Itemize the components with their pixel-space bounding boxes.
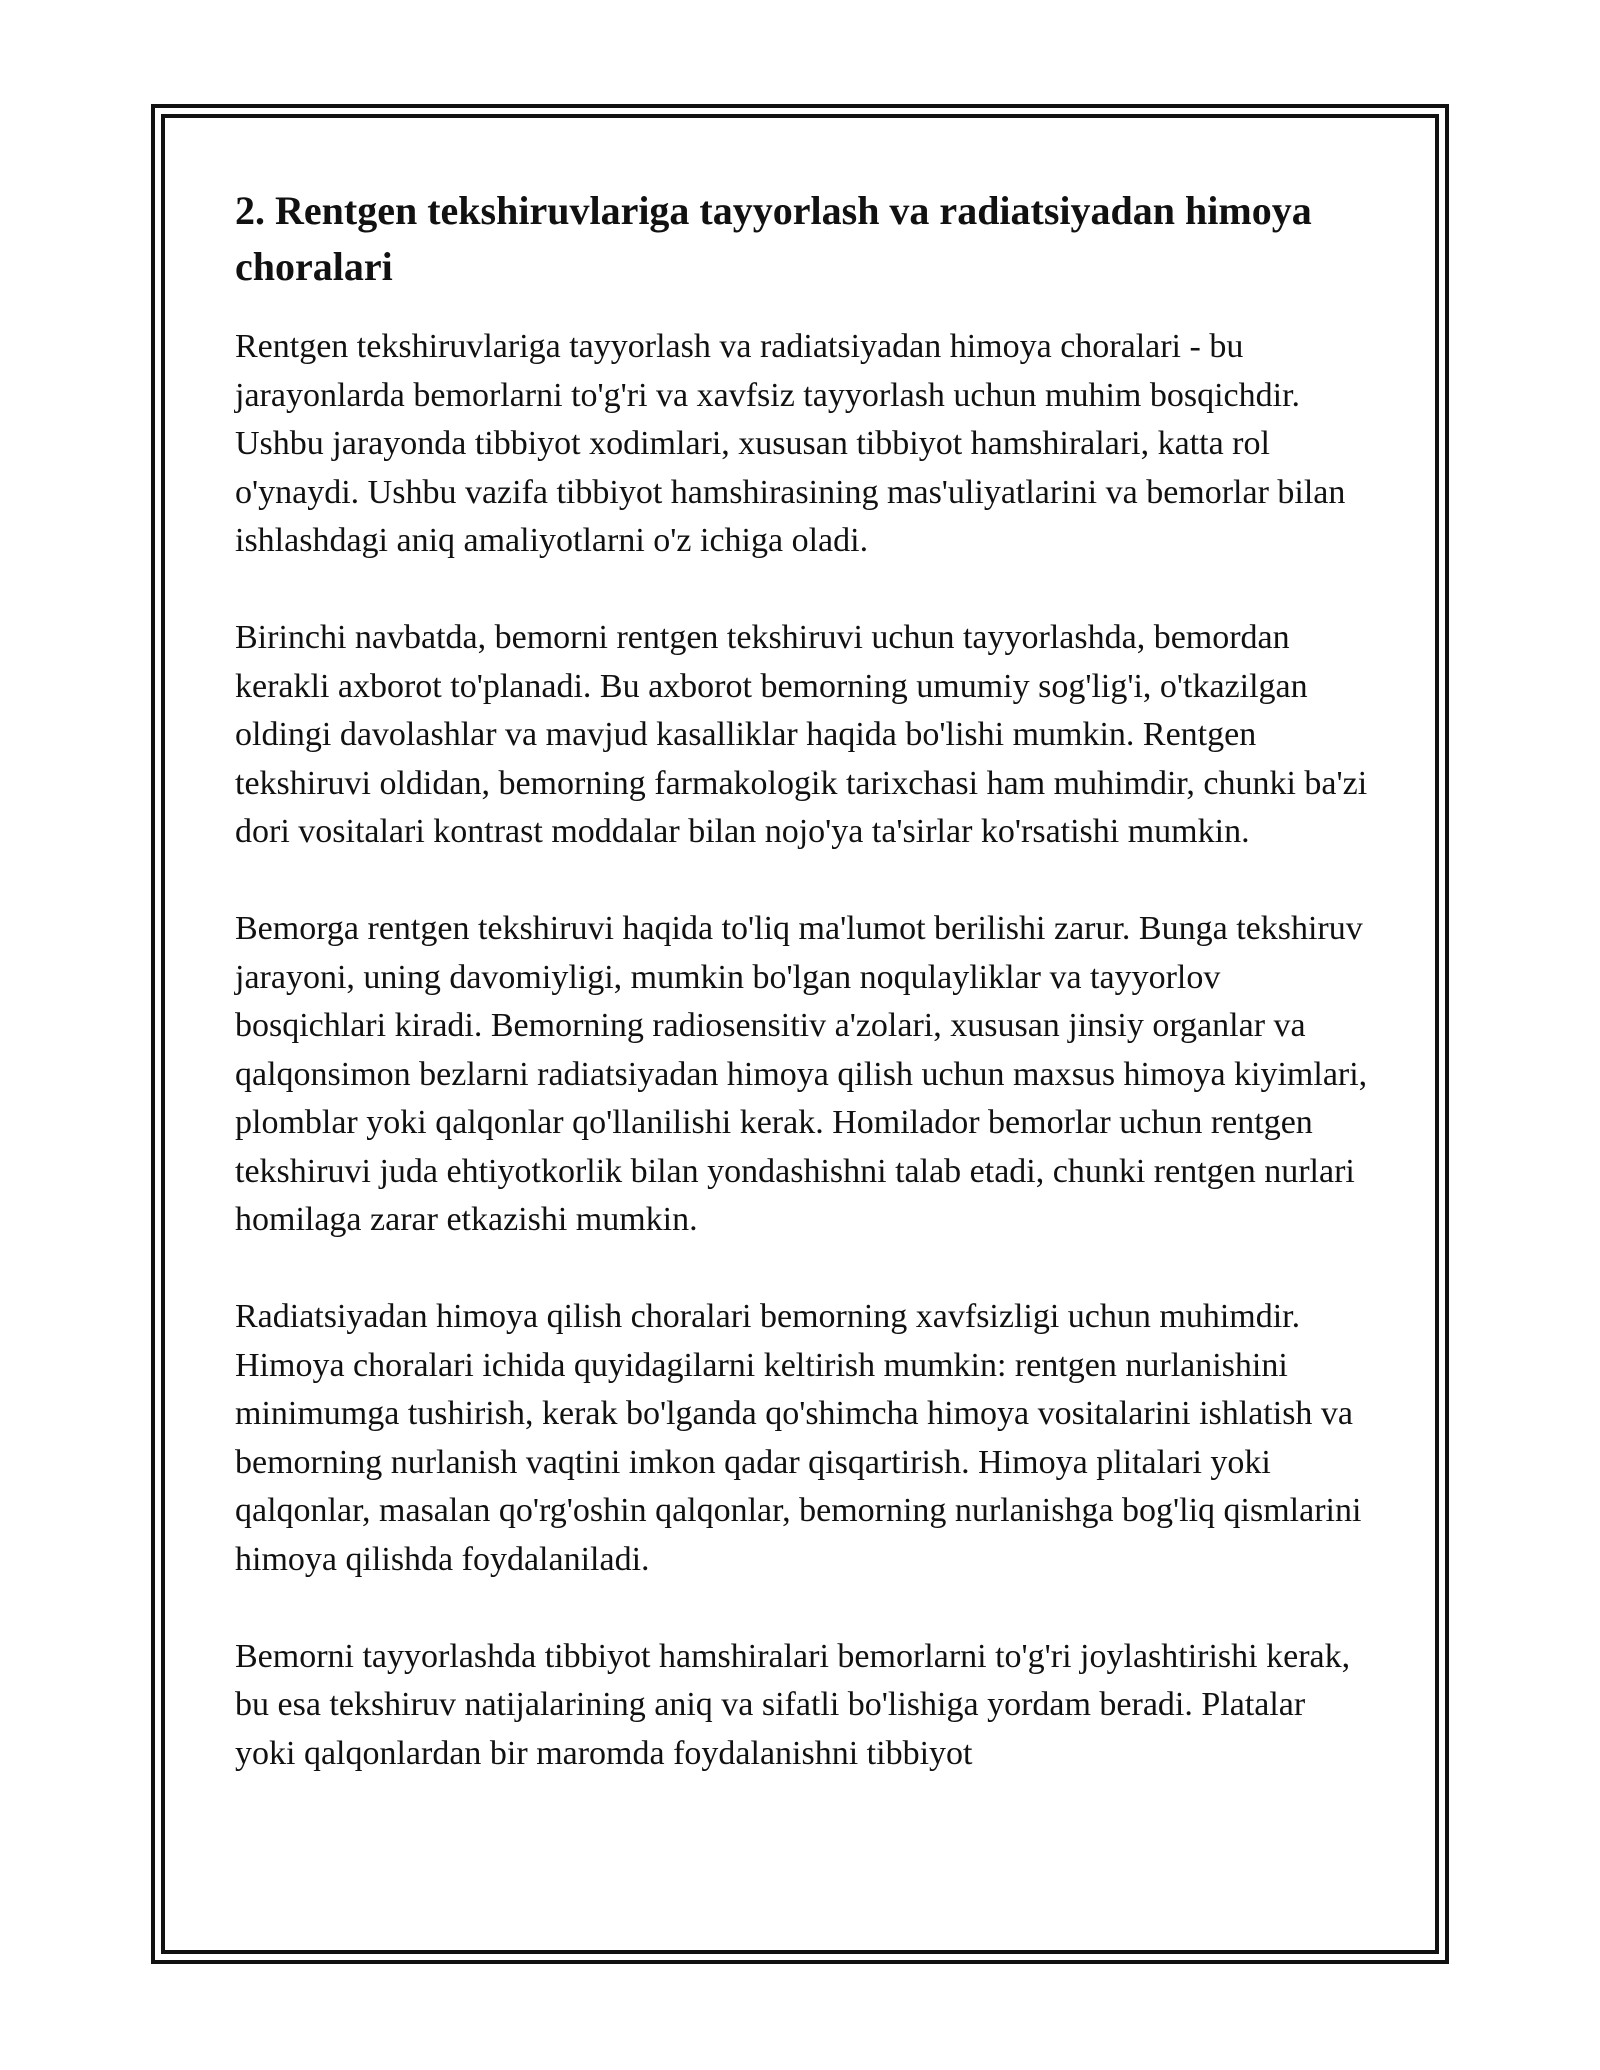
document-body bbox=[235, 183, 1370, 1778]
paragraph-4: Radiatsiyadan himoya qilish choralari bemorning xavfsizligi uchun muhimdir. Himoya choralari ichida quyidagilarni keltirish mumkin: rentgen nurlanishini minimumga tushirish, kerak bo'lganda qo'shimcha himoya vositalarini ishlatish va bemorning nurlanish vaqtini imkon qadar qisqartirish. Himoya plitalari yoki qalqonlar, masalan qo'rg'oshin qalqonlar, bemorning nurlanishga bog'liq qismlarini himoya qilishda foydalaniladi. bbox=[235, 1298, 1362, 1578]
paragraph-2: Birinchi navbatda, bemorni rentgen tekshiruvi uchun tayyorlashda, bemordan kerakli axborot to'planadi. Bu axborot bemorning umumiy sog'lig'i, o'tkazilgan oldingi davolashlar va mavjud kasalliklar haqida bo'lishi mumkin. Rentgen tekshiruvi oldidan, bemorning farmakologik tarixchasi ham muhimdir, chunki ba'zi dori vositalari kontrast moddalar bilan nojo'ya ta'sirlar ko'rsatishi mumkin. bbox=[235, 619, 1368, 850]
paragraph-3: Bemorga rentgen tekshiruvi haqida to'liq ma'lumot berilishi zarur. Bunga tekshiruv jarayoni, uning davomiyligi, mumkin bo'lgan noqulayliklar va tayyorlov bosqichlari kiradi. Bemorning radiosensitiv a'zolari, xususan jinsiy organlar va qalqonsimon bezlarni radiatsiyadan himoya qilish uchun maxsus himoya kiyimlari, plomblar yoki qalqonlar qo'llanilishi kerak. Homilador bemorlar uchun rentgen tekshiruvi juda ehtiyotkorlik bilan yondashishni talab etadi, chunki rentgen nurlari homilaga zarar etkazishi mumkin. bbox=[235, 910, 1368, 1238]
paragraph-5: Bemorni tayyorlashda tibbiyot hamshiralari bemorlarni to'g'ri joylashtirishi kerak, bu esa tekshiruv natijalarining aniq va sifatli bo'lishiga yordam beradi. Platalar yoki qalqonlardan bir maromda foydalanishni tibbiyot bbox=[235, 1637, 1351, 1772]
section-heading: 2. Rentgen tekshiruvlariga tayyorlash va radiatsiyadan himoya choralari bbox=[235, 188, 1312, 289]
paragraph-1: Rentgen tekshiruvlariga tayyorlash va radiatsiyadan himoya choralari - bu jarayonlarda bemorlarni to'g'ri va xavfsiz tayyorlash uchun muhim bosqichdir. Ushbu jarayonda tibbiyot xodimlari, xususan tibbiyot hamshiralari, katta rol o'ynaydi. Ushbu vazifa tibbiyot hamshirasining mas'uliyatlarini va bemorlar bilan ishlashdagi aniq amaliyotlarni o'z ichiga oladi. bbox=[235, 328, 1346, 559]
